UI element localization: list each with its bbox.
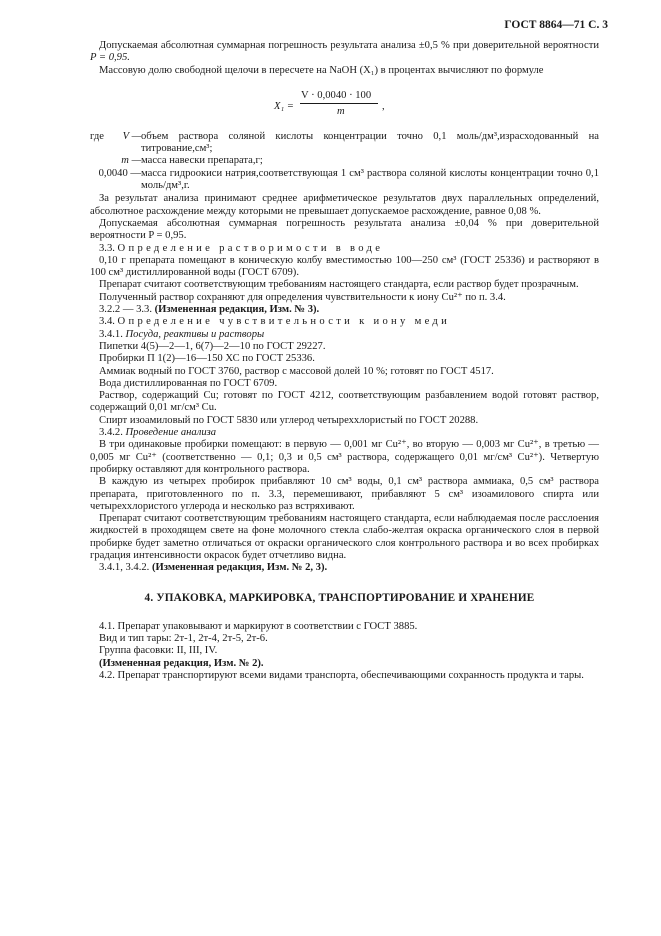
amendment-note: 3.2.2 — 3.3. (Измененная редакция, Изм. № 3). [99, 304, 320, 316]
reagent-item: Пробирки П 1(2)—16—150 ХС по ГОСТ 25336. [99, 353, 315, 365]
document-body [90, 40, 599, 682]
reagent-item: Спирт изоамиловый по ГОСТ 5830 или углерод четыреххлористый по ГОСТ 20288. [99, 414, 479, 426]
reagent-item: Аммиак водный по ГОСТ 3760, раствор с массовой долей 10 %; готовят по ГОСТ 4517. [99, 365, 494, 377]
paragraph-copper-criterion: Препарат считают соответствующим требованиям настоящего стандарта, если наблюдаемая после расслоения жидкостей в проходящем свете на фоне молочного стекла слабо-желтая окраска органического слоя в первой пробирке будет заметно отличаться от окраски органического слоя контрольного раствора и во всех пробирках градация интенсивности окрасок будет отчетливо видна. [90, 513, 599, 561]
paragraph-4-1: 4.1. Препарат упаковывают и маркируют в соответствии с ГОСТ 3885. [99, 620, 418, 632]
definition-term: m — [121, 155, 141, 167]
paragraph-formula-intro: Массовую долю свободной щелочи в пересчете на NaOH (X₁) в процентах вычисляют по формуле [99, 64, 544, 76]
formula-denominator: m [337, 105, 345, 117]
paragraph-error-004: Допускаемая абсолютная суммарная погрешность результата анализа ±0,04 % при доверительной вероятности P = 0,95. [90, 217, 599, 242]
definition-m [90, 155, 599, 167]
definition-text: масса гидроокиси натрия,соответствующая 1 см³ раствора соляной кислоты концентрации точно 0,1 моль/дм³,г. [141, 167, 599, 192]
paragraph-solubility-method: 0,10 г препарата помещают в коническую колбу вместимостью 100—250 см³ (ГОСТ 25336) и растворяют в 100 см³ дистиллированной воды (ГОСТ 6709). [90, 254, 599, 279]
section-heading-3-3: 3.3. Определение растворимости в воде [99, 242, 384, 254]
page-header: ГОСТ 8864—71 С. 3 [504, 19, 608, 31]
section-heading-3-4-1: 3.4.1. Посуда, реактивы и растворы [99, 328, 265, 340]
definition-lead: где [90, 130, 104, 142]
definition-term: V — [122, 130, 141, 142]
definition-constant [90, 168, 599, 193]
formula-definitions [90, 131, 599, 192]
paragraph-packing-group: Группа фасовки: II, III, IV. [99, 645, 218, 657]
paragraph-container-types: Вид и тип тары: 2т-1, 2т-4, 2т-5, 2т-6. [99, 633, 268, 645]
paragraph-solution-kept: Полученный раствор сохраняют для определения чувствительности к иону Cu²⁺ по п. 3.4. [99, 291, 506, 303]
amendment-note: (Измененная редакция, Изм. № 2). [99, 657, 264, 669]
paragraph-solubility-criterion: Препарат считают соответствующим требованиям настоящего стандарта, если раствор будет прозрачным. [99, 279, 579, 291]
reagent-item: Вода дистиллированная по ГОСТ 6709. [99, 377, 278, 389]
formula-fraction-bar [300, 103, 378, 104]
definition-v [90, 131, 599, 156]
paragraph-result: За результат анализа принимают среднее арифметическое результатов двух параллельных определений, абсолютное расхождение между которыми не превышает допускаемое расхождение, равное 0,08 %. [90, 193, 599, 217]
formula-x1 [90, 85, 599, 125]
section-heading-3-4-2: 3.4.2. Проведение анализа [99, 427, 217, 439]
paragraph-error-05: Допускаемая абсолютная суммарная погрешность результата анализа ±0,5 % при доверительной вероятности P = 0,95. [90, 40, 599, 64]
formula-lhs: X₁ = [274, 100, 294, 112]
reagent-item: Раствор, содержащий Cu; готовят по ГОСТ 4212, соответствующим разбавлением водой готовят раствор, содержащий 0,01 мг/см³ Cu. [90, 390, 599, 414]
definition-text: масса навески препарата,г; [141, 155, 263, 167]
reagent-item: Пипетки 4(5)—2—1, 6(7)—2—10 по ГОСТ 29227. [99, 340, 326, 352]
formula-numerator: V · 0,0040 · 100 [301, 89, 372, 101]
amendment-note: 3.4.1, 3.4.2. (Измененная редакция, Изм. № 2, 3). [99, 562, 328, 574]
section-heading-3-4: 3.4. Определение чувствительности к иону меди [99, 316, 451, 328]
formula-comma: , [382, 100, 385, 112]
definition-term: 0,0040 — [98, 167, 141, 179]
section-heading-4: 4. УПАКОВКА, МАРКИРОВКА, ТРАНСПОРТИРОВАНИЕ И ХРАНЕНИЕ [144, 591, 535, 604]
paragraph-reagents-added: В каждую из четырех пробирок прибавляют 10 см³ воды, 0,1 см³ раствора аммиака, 0,5 см³ раствора препарата, приготовленного по п. 3.3, перемешивают, прибавляют 5 см³ изоамилового спирта или четыреххлористого углерода и несколько раз встряхивают. [90, 476, 599, 512]
paragraph-test-tubes: В три одинаковые пробирки помещают: в первую — 0,001 мг Cu²⁺, во вторую — 0,003 мг Cu²⁺, в третью — 0,005 мг Cu²⁺ (соответственно — 0,1; 0,3 и 0,5 см³ раствора, содержащего 0,01 мг/см³ Cu²⁺). Четвертую пробирку оставляют для контрольного раствора. [90, 439, 599, 475]
definition-text: объем раствора соляной кислоты концентрации точно 0,1 моль/дм³,израсходованный на титрование,см³; [141, 130, 599, 155]
paragraph-4-2: 4.2. Препарат транспортируют всеми видами транспорта, обеспечивающими сохранность продукта и тары. [99, 670, 584, 682]
